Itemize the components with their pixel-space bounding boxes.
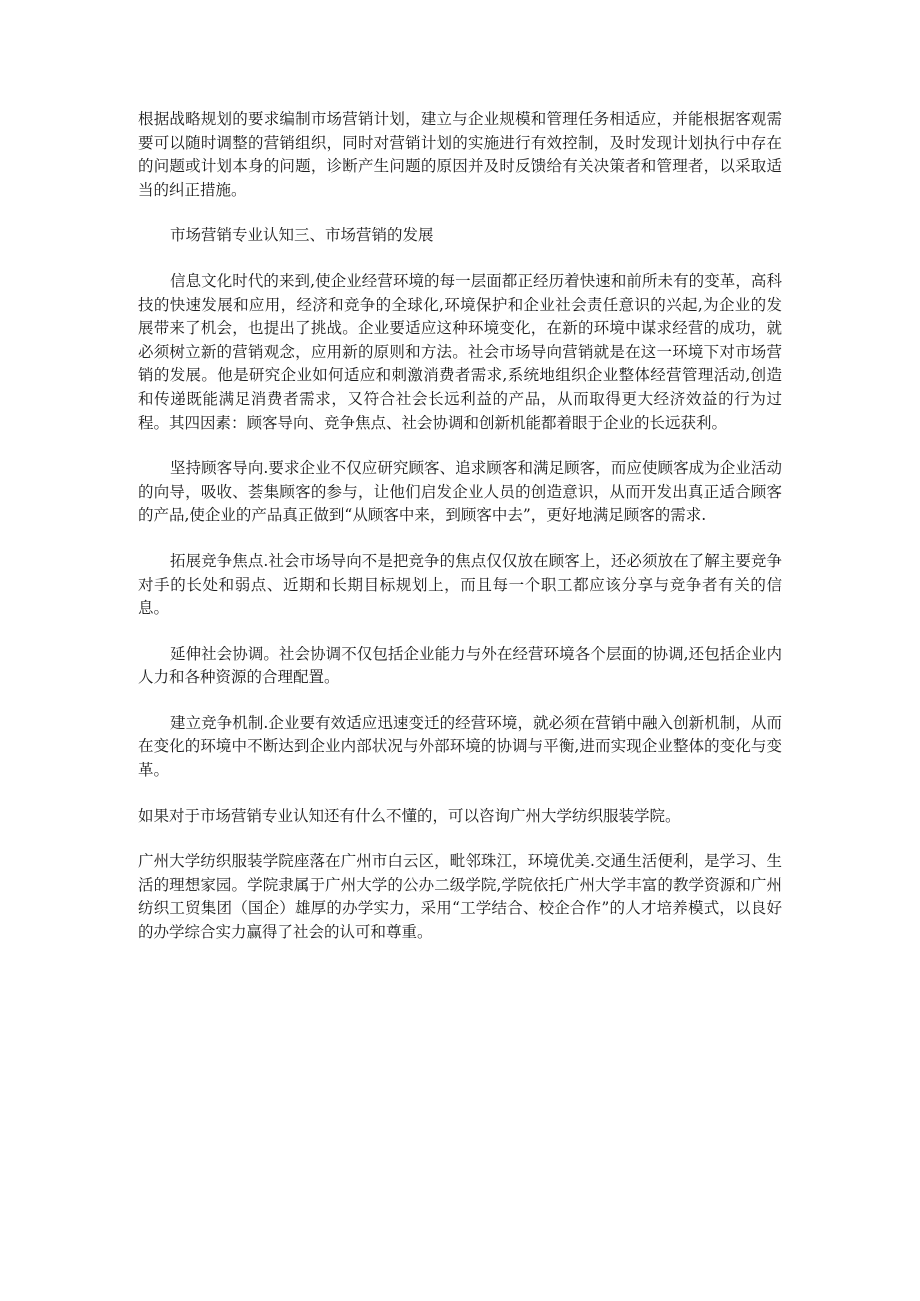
document-body bbox=[138, 108, 782, 967]
paragraph-college-intro: 广州大学纺织服装学院座落在广州市白云区，毗邻珠江，环境优美.交通生活便利，是学习、生活的理想家园。学院隶属于广州大学的公办二级学院,学院依托广州大学丰富的教学资源和广州纺织工贸集团（国企）雄厚的办学实力，采用“工学结合、校企合作”的人才培养模式，以良好的办学综合实力赢得了社会的认可和尊重。 bbox=[138, 852, 782, 942]
paragraph-customer-orientation: 坚持顾客导向.要求企业不仅应研究顾客、追求顾客和满足顾客，而应使顾客成为企业活动的向导，吸收、荟集顾客的参与，让他们启发企业人员的创造意识，从而开发出真正适合顾客的产品,使企业的产品真正做到“从顾客中来，到顾客中去”，更好地满足顾客的需求. bbox=[138, 459, 782, 525]
paragraph-competition-focus: 拓展竞争焦点.社会市场导向不是把竞争的焦点仅仅放在顾客上，还必须放在了解主要竞争对手的长处和弱点、近期和长期目标规划上，而且每一个职工都应该分享与竞争者有关的信息。 bbox=[138, 551, 782, 618]
paragraph-consult: 如果对于市场营销专业认知还有什么不懂的，可以咨询广州大学纺织服装学院。 bbox=[138, 806, 681, 825]
paragraph-competition-mechanism: 建立竞争机制.企业要有效适应迅速变迁的经营环境，就必须在营销中融入创新机制，从而在变化的环境中不断达到企业内部状况与外部环境的协调与平衡,进而实现企业整体的变化与变革。 bbox=[138, 713, 782, 780]
paragraph-information-era: 信息文化时代的来到,使企业经营环境的每一层面都正经历着快速和前所未有的变革，高科技的快速发展和应用，经济和竞争的全球化,环境保护和企业社会责任意识的兴起,为企业的发展带来了机会，也提出了挑战。企业要适应这种环境变化，在新的环境中谋求经营的成功，就必须树立新的营销观念，应用新的原则和方法。社会市场导向营销就是在这一环境下对市场营销的发展。他是研究企业如何适应和刺激消费者需求,系统地组织企业整体经营管理活动,创造和传递既能满足消费者需求，又符合社会长远利益的产品，从而取得更大经济效益的行为过程。其四因素：顾客导向、竞争焦点、社会协调和创新机能都着眼于企业的长远获利。 bbox=[138, 271, 782, 432]
paragraph-social-coordination: 延伸社会协调。社会协调不仅包括企业能力与外在经营环境各个层面的协调,还包括企业内人力和各种资源的合理配置。 bbox=[138, 644, 782, 687]
paragraph-marketing-plan: 根据战略规划的要求编制市场营销计划，建立与企业规模和管理任务相适应，并能根据客观需要可以随时调整的营销组织，同时对营销计划的实施进行有效控制，及时发现计划执行中存在的问题或计划本身的问题，诊断产生问题的原因并及时反馈给有关决策者和管理者，以采取适当的纠正措施。 bbox=[138, 110, 782, 199]
section-heading: 市场营销专业认知三、市场营销的发展 bbox=[170, 226, 434, 245]
